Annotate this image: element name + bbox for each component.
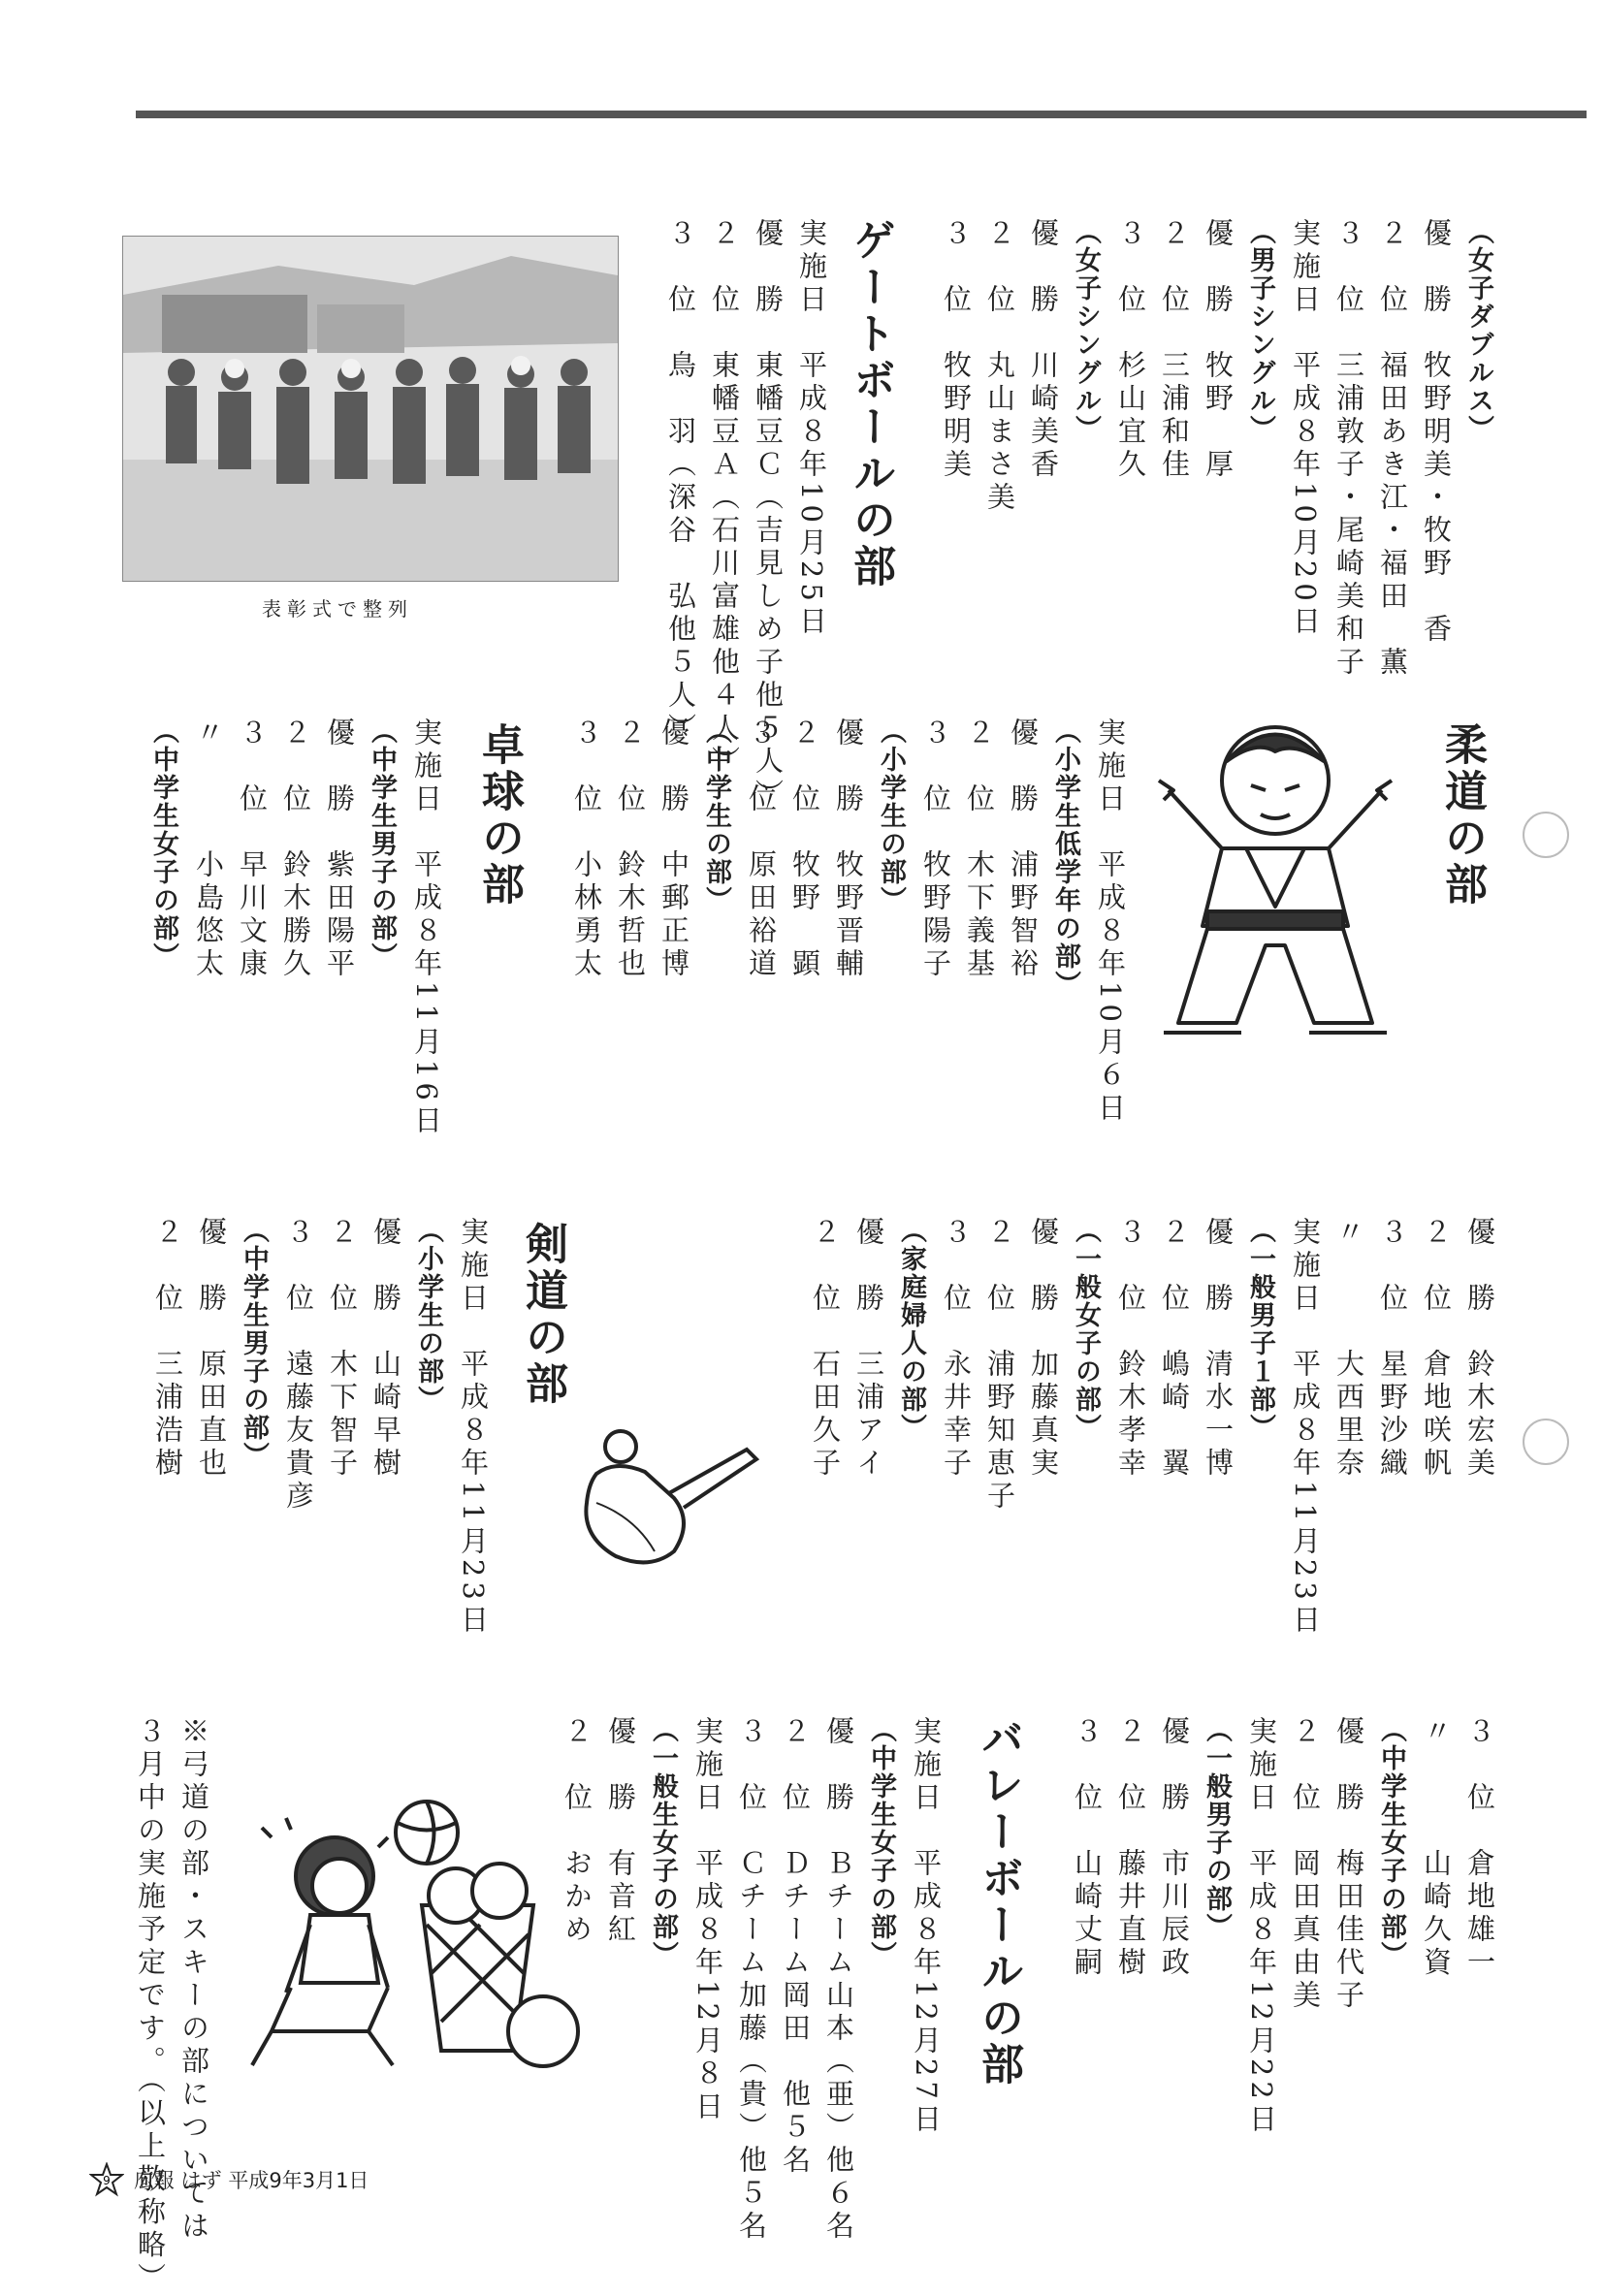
result-line: 〃 山崎久資 — [1420, 1716, 1453, 1980]
category-heading: （中学生の部） — [701, 718, 731, 914]
result-line: 優 勝 中郵正博 — [658, 718, 690, 981]
volleyball-illustration — [233, 1799, 592, 2080]
result-line: ２ 位 丸山まさ美 — [983, 218, 1016, 515]
result-line: 優 勝 川崎美香 — [1027, 218, 1060, 482]
result-line: 〃 小島悠太 — [192, 718, 225, 981]
result-line: ３ 位 牧野明美 — [940, 218, 973, 482]
result-line: ２ 位 倉地咲帆 — [1420, 1217, 1453, 1481]
result-line: ２ 位 鈴木勝久 — [279, 718, 312, 981]
category-heading: （一般男子の部） — [1202, 1716, 1232, 1941]
result-line: ３ 位 三浦敦子・尾崎美和子 — [1332, 218, 1365, 680]
judo-illustration — [1139, 713, 1411, 1062]
result-line: 優 勝 Ｂチーム山本（亜）他６名 — [822, 1716, 855, 2244]
result-line: 実施日 平成８年11月16日 — [410, 718, 443, 1138]
category-heading: （男子シングル） — [1245, 218, 1275, 443]
category-heading: （中学生女子の部） — [148, 718, 178, 971]
result-line: ２ 位 石田久子 — [809, 1217, 842, 1481]
result-line: ２ 位 東幡豆Ａ（石川富雄他４人） — [708, 218, 741, 779]
result-line: 優 勝 原田直也 — [195, 1217, 228, 1481]
result-line: ３ 位 Ｃチーム加藤（貴）他５名 — [735, 1716, 768, 2244]
result-line: ３ 位 山崎丈嗣 — [1071, 1716, 1104, 1980]
category-heading: （家庭婦人の部） — [896, 1217, 926, 1442]
result-line: ２ 位 福田あき江・福田 薫 — [1376, 218, 1409, 680]
result-line: 実施日 平成８年11月23日 — [457, 1217, 490, 1638]
category-heading: （女子シングル） — [1071, 218, 1101, 443]
result-line: 優 勝 清水一博 — [1202, 1217, 1235, 1481]
footer-text: 広報 はず 平成9年3月1日 — [134, 2169, 369, 2192]
result-line: 実施日 平成８年10月20日 — [1289, 218, 1322, 639]
result-line: 実施日 平成８年11月23日 — [1289, 1217, 1322, 1638]
result-line: 実施日 平成８年12月８日 — [691, 1716, 724, 2124]
result-line: 優 勝 浦野智裕 — [1007, 718, 1040, 981]
result-line: ３ 位 倉地雄一 — [1463, 1716, 1496, 1980]
result-line: 優 勝 鈴木宏美 — [1463, 1217, 1496, 1481]
category-heading: （女子ダブルス） — [1463, 218, 1493, 443]
result-line: ３ 位 永井幸子 — [940, 1217, 973, 1481]
result-line: ３ 位 杉山宜久 — [1114, 218, 1147, 482]
result-line: 実施日 平成８年10月６日 — [1094, 718, 1127, 1126]
section-title: バレーボールの部 — [974, 1716, 1023, 2089]
result-line: ３ 位 牧野陽子 — [919, 718, 952, 981]
result-line: 実施日 平成８年12月27日 — [910, 1716, 943, 2137]
result-line: 優 勝 牧野明美・牧野 香 — [1420, 218, 1453, 647]
category-heading: （一般男子１部） — [1245, 1217, 1275, 1442]
top-rule — [136, 111, 1587, 118]
result-line: ３ 位 鈴木孝幸 — [1114, 1217, 1147, 1481]
result-line: ２ 位 Ｄチーム岡田 他５名 — [779, 1716, 812, 2178]
binder-hole-bottom — [1523, 1419, 1569, 1465]
category-heading: （一般女子の部） — [1071, 1217, 1101, 1442]
result-line: ２ 位 嶋崎 翼 — [1158, 1217, 1191, 1481]
award-ceremony-photo — [122, 236, 619, 582]
result-line: 優 勝 牧野 厚 — [1202, 218, 1235, 482]
result-line: 優 勝 加藤真実 — [1027, 1217, 1060, 1481]
result-line: ２ 位 三浦浩樹 — [151, 1217, 184, 1481]
result-line: ３月中の実施予定です。（以上敬称略） — [134, 1716, 167, 2296]
star-page-icon — [89, 2162, 124, 2197]
category-heading: （小学生低学年の部） — [1050, 718, 1080, 999]
result-line: ３ 位 遠藤友貴彦 — [282, 1217, 315, 1514]
result-line: 優 勝 有音紅 — [604, 1716, 637, 1947]
category-heading: （中学生女子の部） — [866, 1716, 896, 1969]
section-title: 柔道の部 — [1437, 722, 1487, 909]
result-line: ２ 位 浦野知恵子 — [983, 1217, 1016, 1514]
result-line: 優 勝 市川辰政 — [1158, 1716, 1191, 1980]
result-line: 優 勝 牧野晋輔 — [832, 718, 865, 981]
category-heading: （一般生女子の部） — [648, 1716, 678, 1969]
category-heading: （小学生の部） — [413, 1217, 443, 1414]
result-line: ２ 位 藤井直樹 — [1114, 1716, 1147, 1980]
binder-hole-top — [1523, 812, 1569, 858]
svg-text:9: 9 — [103, 2174, 111, 2187]
result-line: 〃 大西里奈 — [1332, 1217, 1365, 1481]
result-line: ２ 位 鈴木哲也 — [614, 718, 647, 981]
category-heading: （中学生男子の部） — [239, 1217, 269, 1470]
result-line: ２ 位 牧野 顕 — [788, 718, 821, 981]
category-heading: （中学生男子の部） — [367, 718, 397, 971]
section-title: 剣道の部 — [518, 1222, 567, 1408]
result-line: ２ 位 岡田真由美 — [1289, 1716, 1322, 2013]
result-line: 実施日 平成８年10月25日 — [795, 218, 828, 639]
result-line: ２ 位 木下智子 — [326, 1217, 359, 1481]
result-line: ２ 位 おかめ — [561, 1716, 593, 1947]
result-line: ※弓道の部・スキーの部については — [177, 1716, 210, 2244]
result-line: 優 勝 梅田佳代子 — [1332, 1716, 1365, 2013]
result-line: 優 勝 三浦アイ — [852, 1217, 885, 1481]
result-line: ３ 位 早川文康 — [236, 718, 269, 981]
result-line: 優 勝 紫田陽平 — [323, 718, 356, 981]
category-heading: （小学生の部） — [876, 718, 906, 914]
result-line: 実施日 平成８年12月22日 — [1245, 1716, 1278, 2137]
photo-caption: 表彰式で整列 — [262, 597, 413, 621]
result-line: 優 勝 東幡豆Ｃ（吉見しめ子他５人） — [752, 218, 785, 812]
result-line: 優 勝 山崎早樹 — [369, 1217, 402, 1481]
result-line: ３ 位 小林勇太 — [570, 718, 603, 981]
section-title: ゲートボールの部 — [846, 218, 895, 590]
result-line: ３ 位 原田裕道 — [745, 718, 778, 981]
table-tennis-illustration — [577, 1425, 771, 1571]
result-line: ２ 位 三浦和佳 — [1158, 218, 1191, 482]
result-line: ３ 位 星野沙織 — [1376, 1217, 1409, 1481]
page-footer — [89, 2162, 369, 2197]
result-line: ２ 位 木下義基 — [963, 718, 996, 981]
section-title: 卓球の部 — [474, 722, 524, 909]
result-line: ３ 位 鳥 羽（深谷 弘他５人） — [664, 218, 697, 746]
category-heading: （中学生女子の部） — [1376, 1716, 1406, 1969]
